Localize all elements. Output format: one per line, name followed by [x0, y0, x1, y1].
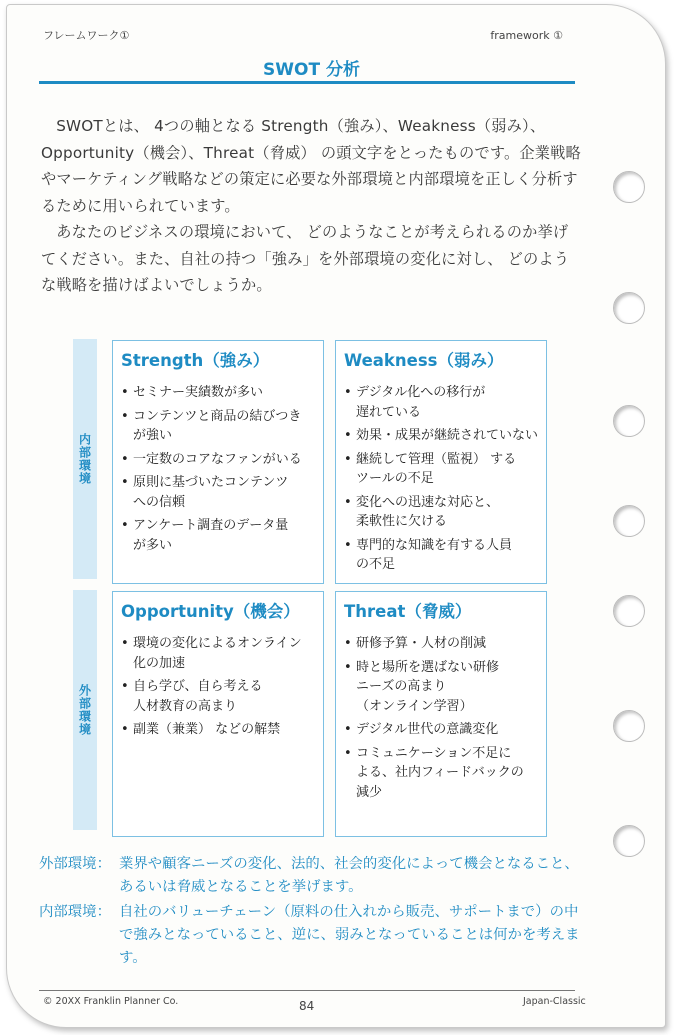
page-number: 84 [299, 999, 315, 1013]
threat-box [335, 591, 547, 837]
binder-hole [613, 292, 645, 324]
opportunity-list [113, 634, 323, 740]
binder-hole [613, 595, 645, 627]
list-item: • 効果・成果が継続されていない [344, 426, 546, 446]
external-environment-label [73, 590, 97, 830]
binder-hole [613, 405, 645, 437]
internal-note-label: 内部環境： [39, 904, 111, 920]
list-item: • 環境の変化によるオンライン 化の加速 [121, 634, 323, 673]
list-item: • 研修予算・人材の削減 [344, 634, 546, 654]
list-item: • 変化への迅速な対応と、 柔軟性に欠ける [344, 493, 546, 532]
intro-paragraph-1: SWOTとは、 4つの軸となる Strength（強み）、Weakness（弱み）、Opportunity（機会）、Threat（脅威） の頭文字をとったものです。企業戦略やマーケティング戦略などの策定に必要な外部環境と内部環境を正しく分析するために用いられています。 [41, 117, 581, 215]
internal-environment-label [73, 339, 97, 579]
environment-notes [39, 853, 589, 972]
internal-note [39, 901, 589, 970]
list-item: • コミュニケーション不足に よる、社内フィードバックの 減少 [344, 744, 546, 803]
internal-note-text: 自社のバリューチェーン（原料の仕入れから販売、サポートまで）の中で強みとなっていること、逆に、弱みとなっていることは何かを考えます。 [119, 904, 580, 966]
threat-list [336, 634, 546, 802]
header-section-label: フレームワーク① [43, 29, 130, 42]
footer-edition: Japan-Classic [523, 996, 586, 1007]
strength-list [113, 383, 323, 555]
threat-title: Threat（脅威） [344, 602, 472, 621]
external-note [39, 853, 589, 899]
list-item: • 一定数のコアなファンがいる [121, 450, 323, 470]
list-item: • 自ら学び、自ら考える 人材教育の高まり [121, 677, 323, 716]
strength-title: Strength（強み） [121, 351, 270, 370]
external-note-label: 外部環境： [39, 856, 111, 872]
opportunity-title: Opportunity（機会） [121, 602, 300, 621]
binder-hole [613, 505, 645, 537]
list-item: • アンケート調査のデータ量 が多い [121, 516, 323, 555]
list-item: • 副業（兼業） などの解禁 [121, 720, 323, 740]
list-item: • 時と場所を選ばない研修 ニーズの高まり （オンライン学習） [344, 658, 546, 717]
intro-text [41, 113, 581, 299]
list-item: • セミナー実績数が多い [121, 383, 323, 403]
opportunity-box [112, 591, 324, 837]
list-item: • デジタル世代の意識変化 [344, 720, 546, 740]
list-item: • デジタル化への移行が 遅れている [344, 383, 546, 422]
header-section-label-en: framework ① [490, 29, 563, 42]
list-item: • 原則に基づいたコンテンツ への信頼 [121, 473, 323, 512]
footer-divider [39, 990, 575, 991]
binder-hole [613, 825, 645, 857]
planner-page [6, 4, 666, 1028]
weakness-list [336, 383, 546, 575]
intro-paragraph-2: あなたのビジネスの環境において、 どのようなことが考えられるのか挙げてください。また、自社の持つ「強み」を外部環境の変化に対し、 どのような戦略を描けばよいでしょうか。 [41, 223, 570, 294]
list-item: • 継続して管理（監視） する ツールの不足 [344, 450, 546, 489]
list-item: • コンテンツと商品の結びつき が強い [121, 407, 323, 446]
weakness-title: Weakness（弱み） [344, 351, 504, 370]
footer-copyright: © 20XX Franklin Planner Co. [43, 996, 179, 1007]
weakness-box [335, 340, 547, 584]
strength-box [112, 340, 324, 584]
internal-environment-text: 内部環境 [77, 433, 92, 485]
external-note-text: 業界や顧客ニーズの変化、法的、社会的変化によって機会となること、あるいは脅威となることを挙げます。 [119, 856, 579, 895]
binder-hole [613, 171, 645, 203]
binder-hole [613, 710, 645, 742]
title-divider [39, 81, 575, 84]
external-environment-text: 外部環境 [77, 684, 92, 736]
list-item: • 専門的な知識を有する人員 の不足 [344, 536, 546, 575]
page-title: SWOT 分析 [263, 60, 360, 80]
